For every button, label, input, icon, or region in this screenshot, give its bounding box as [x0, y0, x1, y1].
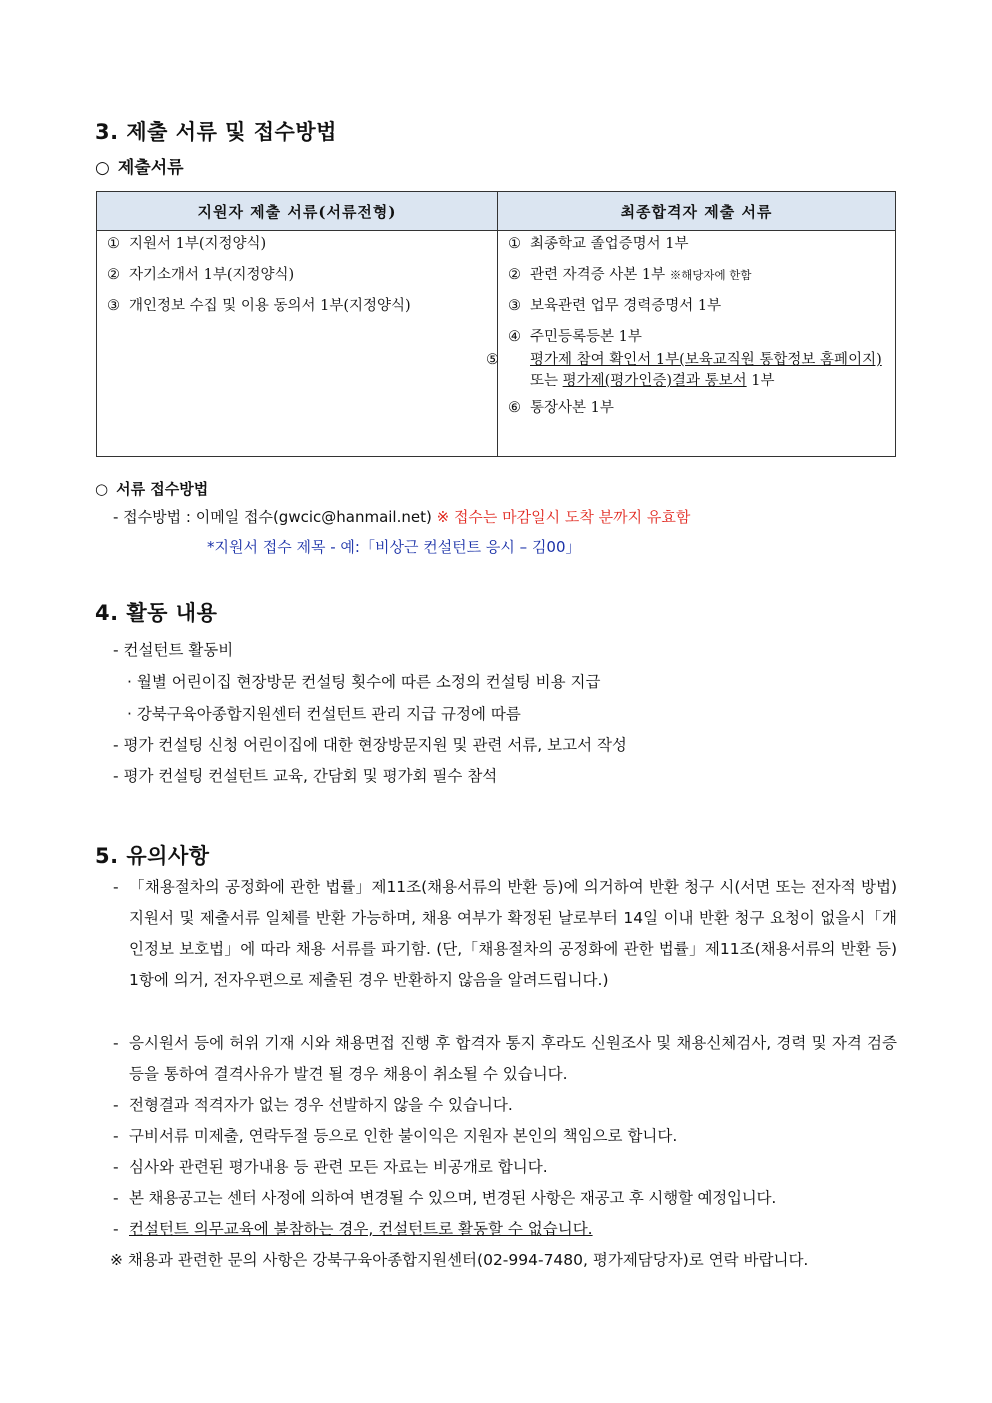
- notice-item: - 컨설턴트 의무교육에 불참하는 경우, 컨설턴트로 활동할 수 없습니다.: [113, 1214, 897, 1245]
- dash-bullet: -: [113, 1189, 119, 1207]
- method-line: [113, 506, 690, 527]
- method-heading-label: 서류 접수방법: [116, 480, 209, 498]
- applicant-doc-item: ① 지원서 1부(지정양식): [107, 236, 267, 252]
- docs-heading: [95, 153, 184, 178]
- circle-bullet-icon: ○: [95, 480, 109, 498]
- applicant-doc-item: ③ 개인정보 수집 및 이용 동의서 1부(지정양식): [107, 298, 411, 314]
- notice-item: - 심사와 관련된 평가내용 등 관련 모든 자료는 비공개로 합니다.: [113, 1152, 897, 1183]
- method-text: - 접수방법 : 이메일 접수(gwcic@hanmail.net): [113, 508, 437, 526]
- activity-line: - 평가 컨설팅 컨설턴트 교육, 간담회 및 평가회 필수 참석: [113, 767, 498, 785]
- contact-note: ※ 채용과 관련한 문의 사항은 강북구육아종합지원센터(02-994-7480, 평가제담당자)로 연락 바랍니다.: [110, 1251, 809, 1269]
- final-doc-item: ④ 주민등록등본 1부: [508, 329, 642, 345]
- dash-bullet: -: [113, 1127, 119, 1145]
- final-doc-item: ⑤ 평가제 참여 확인서 1부(보육교직원 통합정보 홈페이지) 또는 평가제(평가인증)결과 통보서 1부: [486, 352, 882, 389]
- docs-heading-label: 제출서류: [117, 158, 184, 178]
- section4-title: 4. 활동 내용: [95, 601, 218, 625]
- notice-item: - 본 채용공고는 센터 사정에 의하여 변경될 수 있으며, 변경된 사항은 재공고 후 시행할 예정입니다.: [113, 1183, 897, 1214]
- notice-item: - 전형결과 적격자가 없는 경우 선발하지 않을 수 있습니다.: [113, 1090, 897, 1121]
- notice-item: - 구비서류 미제출, 연락두절 등으로 인한 불이익은 지원자 본인의 책임으로 합니다.: [113, 1121, 897, 1152]
- method-heading: [95, 478, 208, 499]
- activity-line: - 컨설턴트 활동비: [113, 641, 234, 659]
- final-docs-header: 최종합격자 제출 서류: [498, 192, 896, 231]
- applicant-docs-cell: [97, 231, 498, 457]
- final-doc-item: ② 관련 자격증 사본 1부 ※해당자에 한함: [508, 267, 752, 283]
- dash-bullet: -: [113, 1158, 119, 1176]
- notice-item: - 「채용절차의 공정화에 관한 법률」제11조(채용서류의 반환 등)에 의거하여 반환 청구 시(서면 또는 전자적 방법) 지원서 및 제출서류 일체를 반환 가능하며, 채용 여부가 확정된 날로부터 14일 이내 반환 청구 요청이 없을시「개인정보 보호법」에 따라 채용 서류를 파기함. (단,「채용절차의 공정화에 관한 법률」제11조(채용서류의 반환 등) 1항에 의거, 전자우편으로 제출된 경우 반환하지 않음을 알려드립니다.): [113, 872, 897, 996]
- final-doc-item: ⑥ 통장사본 1부: [508, 400, 614, 416]
- applicable-note: ※해당자에 한함: [669, 268, 752, 282]
- activity-line: - 평가 컨설팅 신청 어린이집에 대한 현장방문지원 및 관련 서류, 보고서 작성: [113, 736, 627, 754]
- section5-title: 5. 유의사항: [95, 844, 210, 868]
- dash-bullet: -: [113, 1034, 119, 1052]
- final-doc-item: ③ 보육관련 업무 경력증명서 1부: [508, 298, 722, 314]
- documents-table: [96, 191, 896, 457]
- circle-bullet-icon: ○: [95, 158, 110, 178]
- notice-item: - 응시원서 등에 허위 기재 시와 채용면접 진행 후 합격자 통지 후라도 신원조사 및 채용신체검사, 경력 및 자격 검증 등을 통하여 결격사유가 발견 될 경우 채용이 취소될 수 있습니다.: [113, 1028, 897, 1090]
- subject-note: *지원서 접수 제목 - 예:「비상근 컨설턴트 응시 – 김00」: [207, 538, 581, 556]
- final-docs-cell: [486, 231, 896, 457]
- dash-bullet: -: [113, 1220, 119, 1238]
- section3-title: 3. 제출 서류 및 접수방법: [95, 120, 337, 144]
- applicant-doc-item: ② 자기소개서 1부(지정양식): [107, 267, 295, 283]
- applicant-docs-header: 지원자 제출 서류(서류전형): [97, 192, 498, 231]
- activity-line: · 월별 어린이집 현장방문 컨설팅 횟수에 따른 소정의 컨설팅 비용 지급: [127, 673, 601, 691]
- final-doc-item: ① 최종학교 졸업증명서 1부: [508, 236, 689, 252]
- method-deadline-note: ※ 접수는 마감일시 도착 분까지 유효함: [436, 508, 691, 526]
- activity-line: · 강북구육아종합지원센터 컨설턴트 관리 지급 규정에 따름: [127, 705, 521, 723]
- dash-bullet: -: [113, 878, 119, 896]
- dash-bullet: -: [113, 1096, 119, 1114]
